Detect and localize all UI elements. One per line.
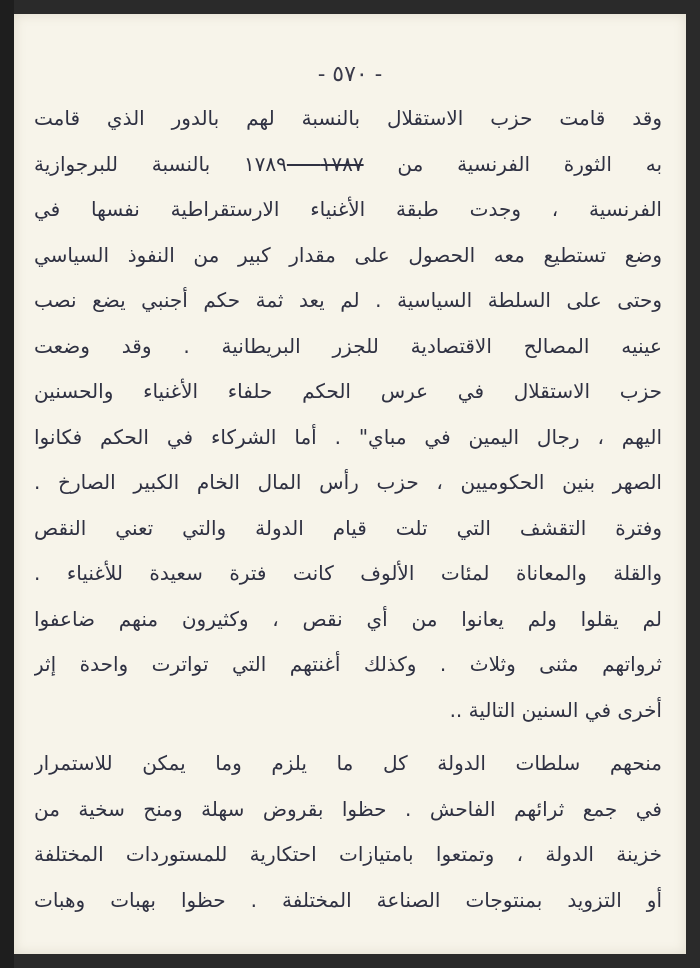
text-line: والقلة والمعاناة لمئات الألوف كانت فترة سعيدة للأغنياء . (34, 561, 662, 585)
text-line: أو التزويد بمنتوجات الصناعة المختلفة . حظوا بهبات وهبات (34, 887, 662, 912)
text-line: خزينة الدولة ، وتمتعوا بامتيازات احتكارية للمستوردات المختلفة (34, 842, 662, 866)
inserted-word: السنين (521, 697, 579, 722)
text-line: وضع تستطيع معه الحصول على مقدار كبير من النفوذ السياسي (34, 242, 662, 267)
text-line: لم يقلوا ولم يعانوا من أي نقص ، وكثيرون منهم ضاعفوا (34, 606, 662, 631)
struck-year: ١٧٨٧ (286, 151, 364, 176)
text-line: أخرى في السنين التالية .. (34, 688, 662, 734)
text-line: اليهم ، رجال اليمين في مباي" . أما الشركاء في الحكم فكانوا (34, 424, 662, 449)
text-line: حزب الاستقلال في عرس الحكم حلفاء الأغنياء والحسنين (34, 379, 662, 403)
text-line: ثرواتهم مثنى وثلاث . وكذلك أغنتهم التي تواترت واحدة إثر (34, 652, 662, 676)
text-line: الصهر بنين الحكوميين ، حزب رأس المال الخام الكبير الصارخ . (34, 470, 662, 494)
scan-edge (0, 0, 14, 968)
manuscript-page (14, 14, 686, 954)
text-line: منحهم سلطات الدولة كل ما يلزم وما يمكن للاستمرار (34, 751, 662, 775)
paragraph-2 (34, 741, 662, 923)
handwritten-body (34, 96, 662, 923)
text-line: وفترة التقشف التي تلت قيام الدولة والتي تعني النقص (34, 515, 662, 540)
paragraph-1 (34, 96, 662, 733)
page-number: - ٥٧٠ - (317, 62, 383, 87)
text-line: الفرنسية ، وجدت طبقة الأغنياء الارستقراطية نفسها في (34, 197, 662, 221)
text-line: وحتى على السلطة السياسية . لم يعد ثمة حكم أجنبي يضع نصب (34, 288, 662, 312)
text-line: وقد قامت حزب الاستقلال بالنسبة لهم بالدور الذي قامت (34, 106, 662, 130)
text-line: به الثورة الفرنسية من ١٧٨٧ ۱۷۸۹ بالنسبة للبرجوازية (34, 151, 662, 176)
text-line: عينيه المصالح الاقتصادية للجزر البريطانية . وقد وضعت (34, 333, 662, 358)
text-line: في جمع ثرائهم الفاحش . حظوا بقروض سهلة ومنح سخية من (34, 796, 662, 821)
